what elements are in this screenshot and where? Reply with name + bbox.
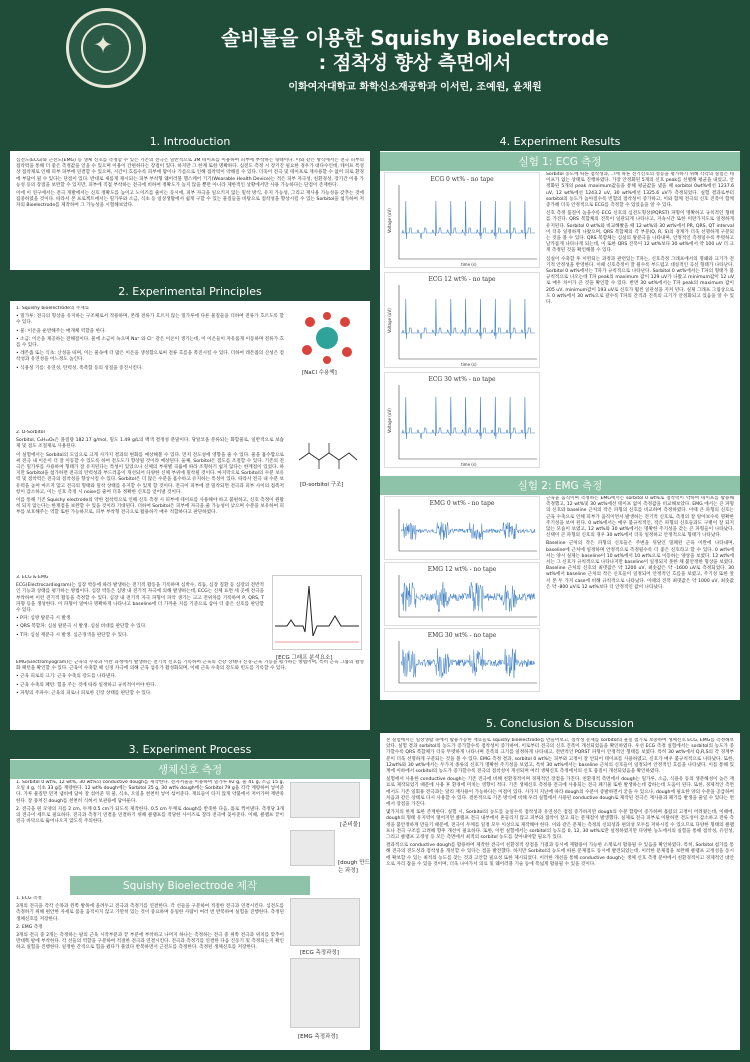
principles-title: 2. Experimental Principles [10, 282, 370, 301]
ecg-chart-30wt [384, 372, 540, 468]
chart-title: ECG 12 wt% - no tape [428, 276, 496, 283]
emg-line [401, 522, 535, 540]
intro-body [16, 158, 364, 268]
process-title: 3. Experiment Process [10, 740, 370, 759]
emg-line [401, 582, 535, 612]
intro-paragraph: 이에 이 연구에서는 전극 개발에서는 신호 정확도를 높이고 노이즈를 줄이는 동시에, 피부 자극을 일으키지 않는 밀착 방식, 유지 가능성, 그리고 재사용 가능성을 갖추는 것에 집중하였을 것이다. 따라서 본 프로젝트에서는 밀가루와 소금, 식초 등 일상생활에서 쉽게 구할 수 있는 물질들을 바탕으로 점착성을 향상시킬 수 있는 Sorbitol을 첨가하여 저자의 Bioelectrode를 제작하여 그 가능성을 시험해보았다. [16, 191, 364, 209]
dough-photo [290, 830, 335, 866]
process-step: 2. 전극을 원 모양의 지름 2 cm, 두께 0.5 cm가 되도록 제작한다. 0.5 cm 두께로 dough를 반죽한 다음, 틀로 찍어낸다. 측정당 3개의 전극이 세트로 필요하다. 전극과 측정기 연결을 연결하기 위해 클램프를 적당한 사이즈로 잘라 전극에 꽂아준다. 이때, 클램프 끝이 전극 바닥으로 뚫어나오지 않도록 주의한다. [16, 806, 284, 825]
emg-text: EMG(Electromyogram)는 근육의 수축과 이완 과정에서 발생하는 전기적 신호를 기록하여 근육의 건강 상태나 신경-근육 기능을 평가하는 방법이며, 특히 근육 그룹의 활성화 패턴을 확인할 수 있다. 근육이 수축할 때 신경 자극에 의해 근육 섬유가 활성화되며, 이때 근육 수축의 강도와 빈도를 기록할 수 있다. [16, 660, 364, 672]
ecg-results-paragraph: 심실이 수축할 후 이완되는 과정과 관련있는 T파는, 신호측정 그래프에서의 명왜와 크기가 전기적 안정성을 반영한다. 이때 신호측정이 잘 될수록 부드럽고 대칭적인 곡선 형태가 나타난다. Sorbitol 0 wt%에서는 T파가 규칙적으로 나타난다. Sorbitol 0 wt%에서는 T파의 형태가 불규칙적으로 나오는데 T파 peak의 maximum 값이 129 uV가 나왔고 minimum값이 12 uV로 매우 차이가 큰 것을 확인할 수 있다. 반면 30 wt%에서는 T파 peak의 maximum 값이 205 uV, minimum값이 193 uV로 신호가 훨씬 일관성을 지켜 된다. 실제 그래프 그림상으로도 0 wt%에서 30 wt%으로 갈수록 T파의 간격과 진폭의 크기가 안정화되고 있음을 알 수 있다. [546, 256, 734, 306]
ecg-trace [385, 373, 541, 469]
results-sub-ecg: 실험 1: ECG 측정 [380, 152, 740, 171]
sorbitol-formula: Sorbitol, C₆H₁₄O₆은 몰질량 182.17 g/mol, 밀도 1.49 g/L의 백색 결정성 분말이다. 당알코올 분류되는 화합물로, 일반적으로 보습제 및 점도 조절제로 사용된다. [16, 438, 284, 450]
ecg-results-paragraph: Sorbitol 농도에 따른 점착성과, 그에 따른 전기신호의 성능을 평가하기 위해 각각의 실험은 테이프가 없는 상태로 진행하였다. 가장 안정화된 5개의 신호 peak를 선별해 평균을 내었고, 안정화된 5개의 peak maximum값들을 통해 평균값을 냈을 때 sorbitol 0wt%에선 1237.6 uV, 12 wt%에선 1243.2 uV, 30 wt%에선 1325.6 uV가 측정되었다. 실험 결과로부터 sorbitol의 농도가 높아질수록 빈혈의 점착성이 증가하고, 이와 함께 전극의 신호 진폭이 함께 증가해 더욱 안정적으로 ECG를 측정할 수 있었음을 알 수 있다. [546, 172, 734, 209]
poster-authors: 이화여자대학교 화학신소재공학과 이서린, 조예원, 윤채원 [288, 82, 542, 93]
results-title: 4. Experiment Results [380, 132, 740, 151]
emg-results-text [546, 496, 734, 696]
ecg-chart-12wt [384, 272, 540, 368]
principles-section3 [16, 575, 264, 655]
ecg-analysis-figure [272, 575, 362, 650]
conclusion-paragraph: 실험에서 사용한 conductive dough는 기존 전극에 비해 친환경적이며 경제적인 장점을 가진다. 친환경적 측면에서 dough는 밀가루, 소금, 식용유 등의 생분해성이 높은 재료로 제작되었기 때문에 사용 후 환경에 미치는 영향이 적다. 기존 생체신호 측정용 전극에 사용되는 전극 폐기물 또한 발생하는데 감하는데 도움이 된다. 또한, 경제적인 측면에서도 기존 일회용 전극과는 달리 재사용이 가능하다는 이점이 있다. 사가지 지난에 따라 dough의 수분이 증발하면서 굳을 수 있으나, dough에 필요한 양의 수분을 공급하여 처음과 같은 상태로 다시 사용할 수 있다. 결론적으로 기존 방식에 비해 우리 실험에서 사용된 conductive dough로 제작된 전극은 재사용과 폐기를 발생을 줄일 수 있다는 면에서 장점을 가진다. [386, 777, 734, 808]
chart-title: ECG 30 wt% - no tape [428, 376, 496, 383]
conclusion-title: 5. Conclusion & Discussion [380, 714, 740, 733]
university-seal-icon [66, 8, 146, 88]
ecg-xlabel: time (s) [461, 462, 477, 467]
sorbitol-text: 이 실험에서는 Sorbitol의 도입으로 크게 사가지 결과의 변화를 예상해볼 수 있다. 먼저 전도성에 영향을 줄 수 있다. 물을 흡수함으로써 전극 내 이온이 더 잘 이동할 수 있도록 하여 전도도가 향상될 것이라 예상된다. 둘째, Sorbitol은 점도를 조절할 수 있다. 기존의 전극은 밀가루를 사용하여 형태가 잘 유지된다는 특성이 있었으나 신체의 부위별 곡률에 따라 조형하기 쉽지 않다는 한계점이 있었다. 하지만 Sorbitol을 첨가하면 전극의 탄력성과 부드러움이 개선되어 다양한 신체 부위에 밀착될 것이다. 마지막으로 Sorbitol의 수분 보유력 및 점착력은 전극의 점착성을 향상시킬 수 있다. Sorbitol은 더 많은 수분을 흡수하고 유지하는 특성이 있다. 따라서 전극 내 수분 보유력을 높여 마르지 않고 전극의 형태와 밀착 상태를 유지할 수 있게 할 것이다. 전극이 피부에 잘 밀착되면 전극과 피부 사이의 접촉저항이 감소하고, 이는 신호 측정 시 noise를 줄여 더욱 정확한 신호를 얻어낼 것이다. [16, 452, 284, 495]
ecg-proc-text: 3개의 전극을 각각 손목과 왼쪽 발목에 올려두고 전극과 측정기를 연결한다. 각 선들을 구분하여 적절한 전극과 연결시킨다. 심전도를 측정하기 위해 편안한 자세로 몸을 움직이지 않고 가만히 있는 것이 중요하며 동일한 사람이 여러 번 반복하여 실험을 진행한다. 측정된 생체신호를 저장한다. [16, 904, 284, 922]
ecg-ylabel: Voltage (uV) [387, 208, 392, 233]
process-measure [16, 896, 284, 1046]
ecg-text: ECG(Electrocardiogram)는 심장 박동에 따라 발생하는 전기적 활동을 기록하며 심박수, 리듬, 심장 질환 등 심장의 전반적인 기능과 상태를 평가하는 방법이다. 심장 박동은 심방 내 전기적 자극에 의해 발생하는데, ECG는 신체 표면 세 곳에 전극을 부착하여 이런 전기적 활동을 측정할 수 있다. 심장 내 전기적 자극 파형이 파악 생기는 크고 전위차를 기록하여 P, QRS, T 파형 등을 생성한다. 이 파형이 얼마나 명확하게 나타나고 baseline에 더 가까운 지를 기준으로 삼아 더 좋은 신호를 판단할 수 있다. [16, 583, 264, 614]
ecg-line [401, 299, 535, 339]
principles-bullet: • 레몬즙 또는 식초: 산성을 띠며, 이는 물속에 더 많은 이온을 생성함으로써 전류 흐름을 촉진시킬 수 있다. 더하여 레몬즙의 산성은 점착성과 유연성을 어느정도 높인다. [16, 351, 284, 363]
ecg-ylabel: Voltage (uV) [387, 308, 392, 333]
principles-section4 [16, 660, 364, 726]
principles-bullet: • 식용성 기름: 유연성, 탄력성, 촉촉함 등의 성질을 증진시킨다. [16, 365, 143, 371]
emg-line [401, 648, 535, 678]
sorbitol-structure-figure [295, 435, 360, 475]
emg-chart-30wt [384, 628, 540, 692]
emg-chart-12wt [384, 562, 540, 626]
intro-title: 1. Introduction [10, 132, 370, 151]
emg-process-caption: [EMG 측정과정] [298, 1034, 338, 1040]
dough-caption: [dough 만드는 과정] [338, 860, 370, 874]
ecg-proc-title: 1. ECG 측정 [16, 896, 42, 901]
emg-process-photo [290, 958, 360, 1028]
emg-bullet: • 근육 피로의 크기: 근육 수축의 강도를 나타낸다. [16, 674, 117, 680]
nacl-figure [295, 310, 360, 365]
principles-bullet: • 소금: 이온을 제공하는 전해질이다. 물에 소금이 녹으며 Na⁺ 와 Cl⁻ 같은 이온이 생기는데, 이 이온들이 자유롭게 이동하며 전류가 흐를 수 있다. [16, 336, 284, 349]
process-sub-a: 생체신호 측정 [10, 760, 370, 779]
chart-axes [399, 285, 537, 359]
materials-photo [290, 782, 360, 818]
ecg-process-caption: [ECG 측정과정] [300, 950, 339, 956]
emg-results-paragraph: 근육을 움직이며 측정하는 EMG에서는 sorbitol 0 wt%로 점착력이 약하여 테이프를 활용해 측정했고, 12 wt%및 30 wt%에선 테이프 없이 측정값을 비교해보았다. EMG 에서는 큰 파형의 신호와 baseline 근처의 작은 파형의 신호를 비교하여 측정하였다. 이때 큰 파형의 신호는 근육 수축으로 인해 피부가 움직이면서 발생하는 전기적 신호로, 측정의 잘 알아보수록 명확한 주기성을 보여 된다. 0 wt%에서는 매우 불규칙적인, 작은 파형의 신호들과도 구별이 잘 되지 않는 모습이 보였고, 12 wt%와 30 wt%에서는 명확한 주기성을 갖는 큰 파형들이 나타났다. 신택이 큰 파형의 신호의 경우 30 wt%에서 더욱 일정하고 안정적으로 형태가 나타났다. [546, 496, 734, 539]
intro-panel [10, 135, 370, 270]
sorbitol-caption: [D-sorbitol 구조] [300, 482, 344, 488]
process-sub-b: Squishy Bioelectrode 제작 [70, 876, 310, 895]
ecg-bullet: • T파: 심실 재분극 시 발생. 심근경색을 판단할 수 있다. [16, 632, 128, 638]
conclusion-body [386, 738, 734, 1046]
ecg-analysis-caption: [ECG 그래프 분석요소] [276, 655, 333, 661]
ecg-results-text [546, 172, 734, 472]
process-panel [10, 743, 370, 1050]
materials-caption: [준비물] [340, 822, 361, 828]
ecg-trace [385, 173, 541, 269]
ecg-bullet: • QRS 복합파: 심실 탈분극 시 발생. 심실 비대를 판단할 수 있다. [16, 624, 147, 630]
intro-paragraph: 심전도(ECG)와 근전도(EMG) 등 생체 신호를 측정할 수 있는 기존의 전극은 일반적으로 3M 테이프를 이용하여 피부에 부착하는 형태이다. 이와 같은 방식에서는 전극 피부의 접착력을 통해 더 좋은 측정값을 얻을 수 있으며 이용이 간편하다는 장점이 있다. 하지만 그 한계 또한 명확하다. 심전도 측정 시 장기간 필요한 경우가 대다수인데, 테이프 특성 상 접착제로 인해 피부 피부에 연결할 수 있으며, 시간이 흐를수록 피부에 땀이나 기름으로 인해 접착력이 약해질 수 있다. 더욱이 전극 및 테이프로 재사용할 수 없어 피로 환경에 부담이 될 수 있다는 단점이 있다. 반대로 새롭게 제시되는 피부 부착형 웨어러블 헬스케어 기기(Wearable Health Device)는 적은 피부 자극성, 친환경성, 장기간 이용 가능성 등의 장점을 보완할 수 있지만, 피부에 직접 부착하는 전극에 비하여 정확도가 높지 않을 뿐만 아니라 제한적인 상황에서만 사용 가능하다는 단점이 존재한다. [16, 158, 364, 188]
poster-title-line1: 솔비톨을 이용한 Squishy Bioelectrode [221, 26, 609, 50]
emg-proc-text: 3개의 전극 중 2개는 측정하는 팔의 근육 시작부분과 끝 부분에 부착하고 나머지 하나는 측정하는 전극 중 위쪽 전극과 위치를 맞추어 반대쪽 팔에 부착한다. 각 선들의 역할을 구분하여 적절한 전극과 연결시킨다. 전극과 측정기를 연결한 다음 진동기 및 측정되는지 확인하고 실험을 진행한다. 일정한 간격으로 힘을 줬다가 풀었다 반복하면서 근전도를 측정한다. 측정된 생체신호를 저장한다. [16, 933, 284, 951]
emg-proc-title: 2. EMG 측정 [16, 924, 43, 930]
chart-axes [399, 185, 537, 259]
chart-title: EMG 0 wt% - no tape [429, 500, 495, 507]
principles-subheading: 3. ECG & EMG [16, 575, 49, 580]
principles-bullet: • 물: 이온을 운반해주는 매개체 역할을 한다. [16, 328, 106, 334]
conclusion-paragraph: 몇가지의 한계 또한 존재한다. 실험 시, Sorbitol의 농도를 높일수록 점착성과 유연성은 점점 증가하지만 dough의 수분 함량이 증가하며 흘렀의 고정이 어려웠는데, 이때에, dough의 형태 유지력이 떨어지면 클램프 전극 내부에서 흔들리지 않고 피부와 접착이 잘고 되는 문제점이 발생했다. 실제로 전극 피부로 이탈하면 전도성이 감소하고 전류 측정을 불안정하게 만들기 때문에, 전극이 두께를 일정 모두 이상으로 제작해야 한다. 이와 같은 문제는 측정의 신뢰성과 편의성 모두를 저하시킬 수 있으므로 다양한 형태의 클램프나 전극 구조를 고려해 향후 개선이 필요하다. 또한, 이번 실험에서는 sorbitol의 농도를 0, 12, 30 wt%로만 설정하였지만 다양한 농도에서의 실험을 통해 점착성, 유연성, 그리고 클램프 고정성 등 모든 측면에서 최적의 sorbitol 농도를 찾아내야할 필요가 있다. [386, 810, 734, 841]
nacl-caption: [NaCl 수용액] [302, 370, 337, 376]
chart-title: EMG 30 wt% - no tape [427, 632, 497, 639]
chart-axes [399, 575, 537, 617]
poster-title-line2: : 점착성 향상 측면에서 [318, 52, 512, 74]
seal-star-icon: ✦ [93, 31, 114, 59]
emg-bullet: • 파형의 주파수: 근육의 피로나 피로한 긴장 상태를 판단할 수 있다. [16, 690, 152, 696]
ecg-trace [385, 273, 541, 369]
principles-bullet: • 밀가루: 전극의 형상을 유지하는 구조체로서 작용하며, 본래 전류가 흐르지 않는 밀가루에 다른 물질들을 더하여 전류가 흐르도록 할 수 있다. [16, 314, 284, 326]
chart-axes [399, 385, 537, 459]
principles-subheading: 2. D-Sorbitol [16, 430, 45, 435]
principles-panel [10, 285, 370, 730]
process-steps [16, 780, 284, 870]
principles-subheading: 1. Squishy bioelectrode의 주재료 [16, 306, 90, 311]
principles-section1 [16, 306, 284, 426]
ecg-ylabel: Voltage (uV) [387, 408, 392, 433]
chart-title: EMG 12 wt% - no tape [427, 566, 497, 573]
principles-section2 [16, 430, 284, 570]
sorbitol-text2: 이를 통해 기존 Squishy electrode의 약한 점착력으로 인해 신호 측정 시 피부에 테이프를 사용해야 하고 불편하고, 신호 측정이 원활히 되지 않는다는 한계점을 보완할 수 있을 것이라 기대된다. 더하여 Sorbitol은 피부에 자극을 줄 가능성이 낮으며 수분을 보유하여 피부를 보호해주는 역할 또한 가능하므로, 피부 부착형 전극으로 활용하기 매우 적합하다고 판단하였다. [16, 498, 284, 516]
chart-title: ECG 0 wt% - no tape [430, 176, 494, 183]
process-step: 1. Sorbitol 0 wt%, 12 wt%, 30 wt%의 conductive dough를 제작한다. 전자저울을 이용하여 밀가루 92 g, 물 41 g, 소금 15 g, 오일 4 g, 식초 33 g를 계량한다. 12 wt% dough에는 Sorbitol 25 g, 30 wt% dough에는 Sorbitol 79 g을 각각 계량하여 넣어준다. 가루 물질만 먼저 냄비에 담아 잘 섞어준 뒤 물, 식초, 오일을 천천히 넣어 섞어준다. 재료들이 타지 않게 약불에서 저어가며 재반죽한다. 잘 뭉쳐진 dough를 천천히 식혀서 보관용에 담아둔다. [16, 780, 284, 804]
conclusion-paragraph: 본 실험에서는 일상생활 속에서 활용가능한 재료들로 squishy bioelectrode를 만들어보고, 점착성 문제를 sorbitol의 물질 첨가로 보충하여 생체신호 ECG, EMG를 측정해보았다. 실험 결과 sorbitol의 농도가 증가할수록 점착성이 증가하여, 이로부터 전극의 신호 진폭이 개선되었음을 확인하였다. 우선 ECG 측정 실험에서는 sorbitol의 농도가 증가할수록 QRS 복합체가 더욱 뚜렷하게 나타나며 진폭의 크기를 일정하게 나타내고, 전반적인 PQRST 파형이 안정적인 형태를 보였다. 특히 30 wt%에서 Q,R,S의 각 경계부분이 더욱 선명하게 구분되는 것을 볼 수 있다. EMG 측정 결과, sorbitol 0 wt%는 피부와 고정이 잘 안되어 테이프를 사용하였고, 신호가 매우 불규칙적으로 나타났다. 또한, 12wt%와 30 wt%에서는 두가지 종류의 신호가 명확한 주기성을 보였고, 특히 30 wt%에서는 baseline 근처의 신호들이 일정되어 안정적인 흐름을 나타냈다. 이를 통해 있계에 이하에서 sorbitol의 농도가 증가할수록 전극의 점착성이 개선되며 여러 생체신호 측정에서의 신호 품질이 개선되었음을 확인하였다. [386, 738, 734, 775]
header [0, 0, 750, 110]
ecg-xlabel: time (s) [461, 362, 477, 367]
ecg-line [401, 201, 535, 239]
conclusion-panel [380, 717, 740, 1050]
ecg-xlabel: time (s) [461, 262, 477, 267]
results-sub-emg: 실험 2: EMG 측정 [380, 476, 740, 495]
ecg-bullet: • P파: 심방 탈분극 시 발생. [16, 616, 72, 622]
ecg-results-paragraph: 신호 측정 품질이 높을수록 ECG 신호의 심전도형상(PQRST) 파형이 명확하고 규칙적인 형태를 가진다. QRS 복합체의 진폭이 일관되게 나타나고, 지속시간 또한 미란가지도로 일정하게 유지된다. Sorbitol 0 wt%와 비교해봤을 때 12 wt%와 30 wt%에서 PR, QRS, QT interval이 더욱 일정하게 나왔으며, QRS 복합체의 각 부분(Q, R, S)의 경계가 더욱 선명하게 구분되는 것을 볼 수 있다. QRS 복합체는 심실의 탈분극을 나타내며, 안정적인 측정일수록 뚜렷하고 날카롭게 나타나게 되는데, 이 또한 QRS 진폭이 12 wt%보다 30 wt%에서 약 100 uV 더 크게 측정된 것을 확인해볼 수 있다. [546, 211, 734, 254]
ecg-process-photo [290, 898, 360, 946]
ecg-line [401, 397, 535, 439]
emg-chart-0wt [384, 496, 540, 560]
conclusion-paragraph: 결과적으로 conductive dough를 활용하여 제작한 전극이 친환경적 장점을 가졌과 동시에 재활용이 가능한 소재로서 활용될 수 있음을 확인하였다. 특히, Sorbitol 첨가를 통해 전극의 전도성과 점착성을 개선할 수 있다는 점을 발견했다. 하지만 Sorbitol의 농도에 따른 문제점도 동시에 발견되었는데, 이러한 문제점을 보완해 클램프 고정성을 동시에 확보할 수 있는 최적의 농도를 찾는 것과 고안할 필요성 또한 제시되었다. 이러한 개선을 통해 conductive dough는 생체 신호 측정 분야에서 친환경적이고 경제적인 대안으로 자리 잡을 수 있을 것이며, 더욱 나아가서 의료 및 웨어러블 기술 등에 폭넓게 활용될 수 있을 것이다. [386, 843, 734, 867]
emg-bullet: • 근육 수축의 패턴: 힘을 주는 것에 따라 일정하고 규칙적이어야 한다. [16, 682, 157, 688]
emg-results-paragraph: Baseline 근처의 작은 파형의 신호들은 주변을 뒤덮인 밀폐된 근육 이완에 나타내며, baseline에 근처에 일정하며 안정적으로 측정될수록 더 좋은 신호라고 할 수 있다. 0 wt%에서는 양시 실제는 baseline이 10 wt%에서 10 wt%으로 이동하는 양상을 보였다. 12 wt%에서는 그 신호가 규칙적으로 나타나지만 baseline이 일정되지 못한 채 불안정한 형상을 보였다. Baseline 근처의 신호의 최댓값은 약 1200 uV, 최솟값은 약 -1600 uV로 측정되었다. 30 wt%에서 baseline 근처의 작은 신호들이 일정되어 안정적인 흐름을 보였고, 주기성 또한 앞서 본 두 가지 case에 비해 규칙적으로 나타났다. 이때의 진폭 최댓값은 약 1000 uV, 최솟값은 약 -800 uV로 12 wt%보다 더 안정적인 값이 나타났다. [546, 541, 734, 590]
ecg-chart-0wt [384, 172, 540, 268]
results-panel [380, 135, 740, 700]
